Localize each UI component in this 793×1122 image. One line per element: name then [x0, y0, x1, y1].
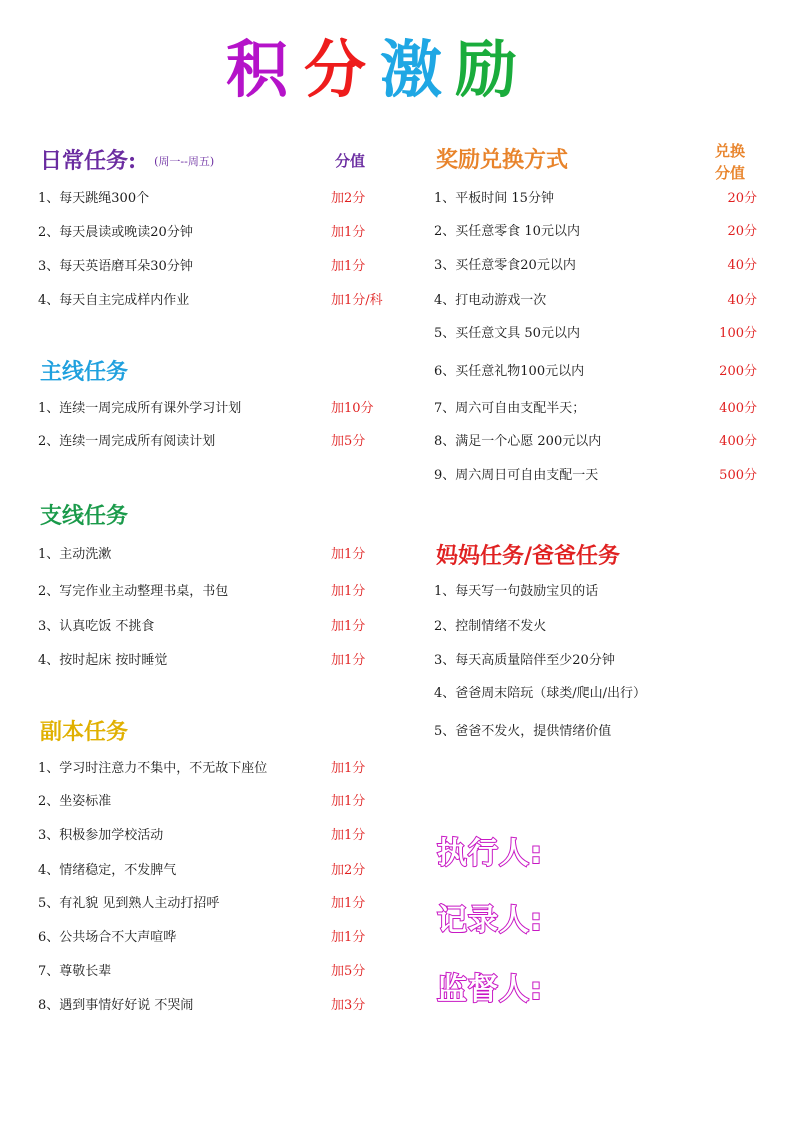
side-heading: 支线任务: [40, 503, 129, 529]
parents-heading: 妈妈任务/爸爸任务: [436, 543, 621, 569]
reward-item-5-points: 100分: [719, 326, 757, 341]
reward-item-5: 5、买任意文具 50元以内: [434, 326, 580, 341]
executor-signature-label: 执行人:: [437, 836, 543, 871]
reward-item-8-points: 400分: [719, 434, 757, 449]
reward-item-2-points: 20分: [727, 224, 757, 239]
dungeon-item-3-points: 加1分: [331, 828, 366, 843]
daily-item-4: 4、每天自主完成样内作业: [38, 293, 190, 308]
reward-item-6: 6、买任意礼物100元以内: [434, 364, 585, 379]
dungeon-heading: 副本任务: [40, 719, 129, 745]
dungeon-item-1: 1、学习时注意力不集中，不无故下座位: [38, 761, 268, 776]
parents-item-4: 4、爸爸周末陪玩（球类/爬山/出行）: [434, 686, 647, 701]
title-char-4: 励: [455, 33, 518, 106]
reward-item-6-points: 200分: [719, 364, 757, 379]
daily-points-header: 分值: [334, 152, 365, 170]
daily-item-1: 1、每天跳绳300个: [38, 191, 150, 206]
daily-heading: [40, 147, 214, 176]
main-item-1: 1、连续一周完成所有课外学习计划: [38, 401, 242, 416]
reward-item-8: 8、满足一个心愿 200元以内: [434, 434, 602, 449]
page-title: [0, 30, 793, 110]
parents-item-5: 5、爸爸不发火，提供情绪价值: [434, 724, 612, 739]
daily-item-3-points: 加1分: [331, 259, 366, 274]
side-item-3: 3、认真吃饭 不挑食: [38, 619, 155, 634]
main-item-2: 2、连续一周完成所有阅读计划: [38, 434, 216, 449]
reward-item-7-points: 400分: [719, 401, 757, 416]
daily-subheading: (周一--周五): [154, 155, 215, 168]
dungeon-item-7: 7、尊敬长辈: [38, 964, 112, 979]
reward-item-9-points: 500分: [719, 468, 757, 483]
daily-item-1-points: 加2分: [331, 191, 366, 206]
parents-item-3: 3、每天高质量陪伴至少20分钟: [434, 653, 615, 668]
dungeon-item-7-points: 加5分: [331, 964, 366, 979]
dungeon-item-6: 6、公共场合不大声喧哗: [38, 930, 177, 945]
recorder-signature-label: 记录人:: [437, 903, 543, 938]
parents-item-1: 1、每天写一句鼓励宝贝的话: [434, 584, 599, 599]
side-item-2-points: 加1分: [331, 584, 366, 599]
reward-item-4: 4、打电动游戏一次: [434, 293, 547, 308]
side-item-4-points: 加1分: [331, 653, 366, 668]
dungeon-item-5-points: 加1分: [331, 896, 366, 911]
dungeon-item-2-points: 加1分: [331, 794, 366, 809]
reward-item-9: 9、周六周日可自由支配一天: [434, 468, 599, 483]
rewards-heading: 奖励兑换方式: [436, 147, 569, 173]
dungeon-item-2: 2、坐姿标准: [38, 794, 112, 809]
main-heading: 主线任务: [40, 359, 129, 385]
reward-item-2: 2、买任意零食 10元以内: [434, 224, 580, 239]
side-item-1-points: 加1分: [331, 547, 366, 562]
rewards-points-header-line1: 兑换: [714, 142, 745, 160]
dungeon-item-5: 5、有礼貌 见到熟人主动打招呼: [38, 896, 220, 911]
dungeon-item-4: 4、情绪稳定，不发脾气: [38, 863, 177, 878]
main-item-1-points: 加10分: [331, 401, 374, 416]
title-char-3: 激: [380, 33, 443, 106]
rewards-points-header-line2: 分值: [714, 164, 745, 182]
side-item-1: 1、主动洗漱: [38, 547, 112, 562]
title-char-1: 积: [226, 33, 289, 106]
dungeon-item-8: 8、遇到事情好好说 不哭闹: [38, 998, 194, 1013]
title-char-2: 分: [304, 33, 367, 106]
side-item-4: 4、按时起床 按时睡觉: [38, 653, 168, 668]
main-item-2-points: 加5分: [331, 434, 366, 449]
daily-item-3: 3、每天英语磨耳朵30分钟: [38, 259, 193, 274]
daily-item-2: 2、每天晨读或晚读20分钟: [38, 225, 193, 240]
dungeon-item-3: 3、积极参加学校活动: [38, 828, 164, 843]
side-item-2: 2、写完作业主动整理书桌，书包: [38, 584, 229, 599]
daily-heading-text: 日常任务:: [40, 148, 137, 174]
dungeon-item-4-points: 加2分: [331, 863, 366, 878]
reward-item-3: 3、买任意零食20元以内: [434, 258, 576, 273]
daily-item-2-points: 加1分: [331, 225, 366, 240]
dungeon-item-1-points: 加1分: [331, 761, 366, 776]
reward-item-7: 7、周六可自由支配半天；: [434, 401, 586, 416]
parents-item-2: 2、控制情绪不发火: [434, 619, 547, 634]
reward-item-3-points: 40分: [727, 258, 757, 273]
supervisor-signature-label: 监督人:: [437, 972, 543, 1007]
reward-item-1-points: 20分: [727, 191, 757, 206]
dungeon-item-8-points: 加3分: [331, 998, 366, 1013]
dungeon-item-6-points: 加1分: [331, 930, 366, 945]
reward-item-1: 1、平板时间 15分钟: [434, 191, 554, 206]
reward-item-4-points: 40分: [727, 293, 757, 308]
side-item-3-points: 加1分: [331, 619, 366, 634]
daily-item-4-points: 加1分/科: [331, 293, 383, 308]
